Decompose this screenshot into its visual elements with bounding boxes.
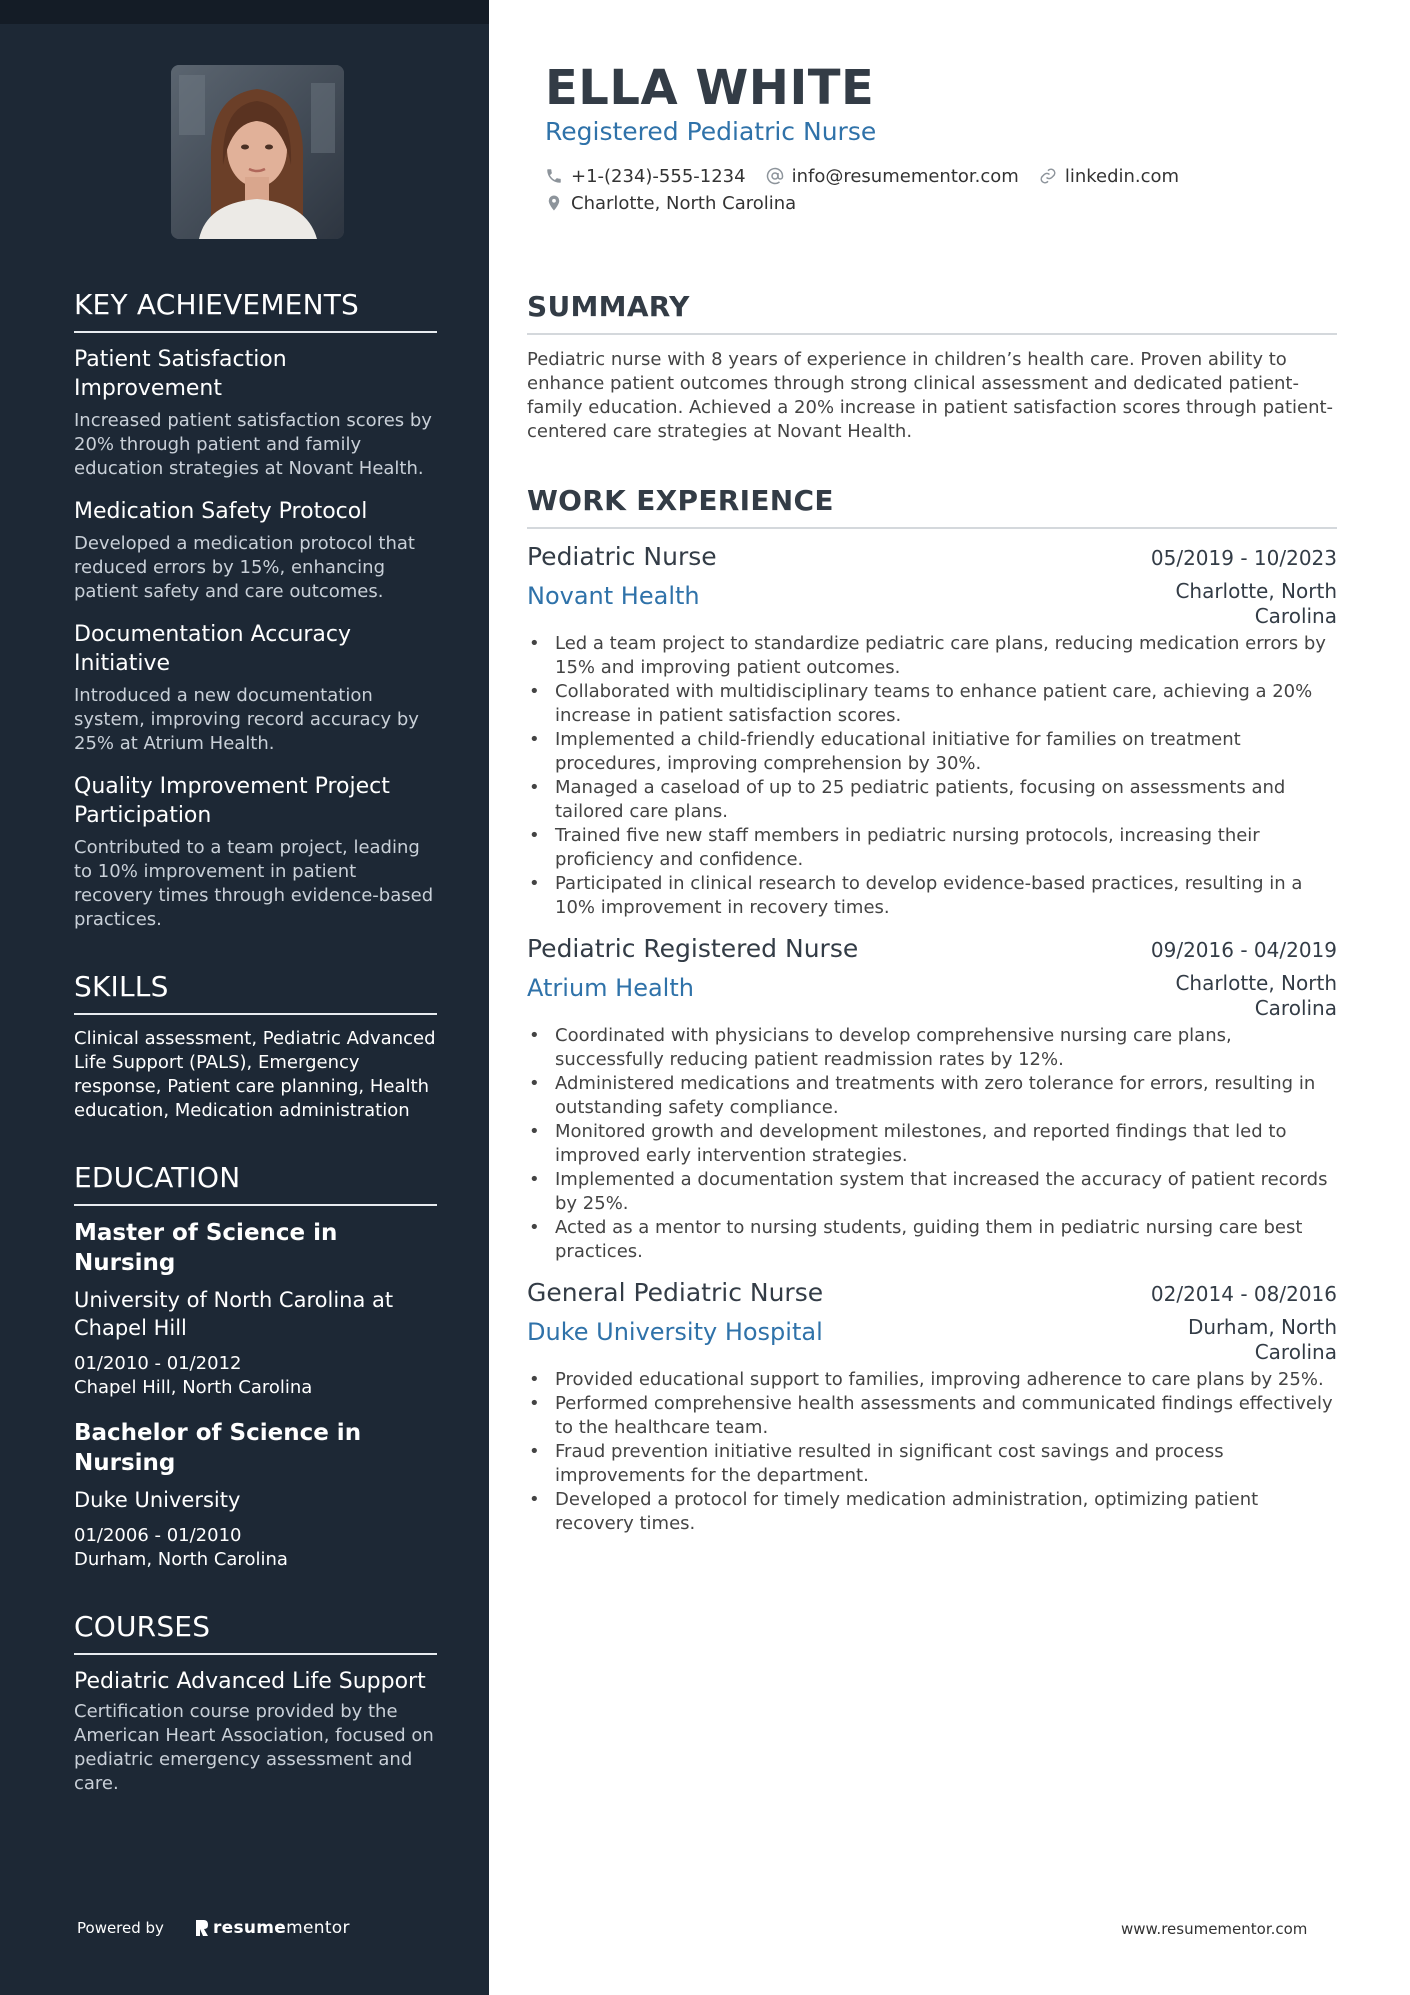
- education-dates: 01/2006 - 01/2010: [74, 1525, 242, 1546]
- job-bullet: • Coordinated with physicians to develop comprehensive nursing care plans, successfully reducing patient readmission rates by 12%.: [527, 1024, 1337, 1072]
- phone-text: +1-(234)-555-1234: [571, 165, 746, 187]
- job-dates: 02/2014 - 08/2016: [1150, 1282, 1337, 1306]
- education-dates: 01/2010 - 01/2012: [74, 1353, 242, 1374]
- summary-section: [527, 290, 1337, 444]
- contact-row: [545, 190, 1325, 216]
- achievement-title: Documentation Accuracy Initiative: [74, 622, 352, 676]
- job-bullet: • Led a team project to standardize pediatric care plans, reducing medication errors by 15% and improving patient outcomes.: [527, 632, 1337, 680]
- job-bullet: • Implemented a child-friendly educational initiative for families on treatment procedures, improving comprehension by 30%.: [527, 728, 1337, 776]
- contact-email[interactable]: [766, 166, 1019, 187]
- job-bullet: • Participated in clinical research to develop evidence-based practices, resulting in a 10% improvement in recovery times.: [527, 872, 1337, 920]
- job-entry: [527, 542, 1337, 920]
- education-item: [74, 1418, 437, 1572]
- job-bullet: • Developed a protocol for timely medication administration, optimizing patient recovery times.: [527, 1488, 1337, 1536]
- skills-section: [74, 970, 437, 1123]
- contact-phone[interactable]: [545, 166, 746, 187]
- candidate-role: Registered Pediatric Nurse: [545, 117, 877, 146]
- job-location: Charlotte, North Carolina: [1175, 971, 1337, 1020]
- job-company: Duke University Hospital: [527, 1318, 823, 1346]
- job-title: General Pediatric Nurse: [527, 1278, 824, 1307]
- education-school: Duke University: [74, 1488, 241, 1512]
- work-experience-section: [527, 484, 1337, 1536]
- job-location: Durham, North Carolina: [1187, 1315, 1337, 1364]
- job-dates: 05/2019 - 10/2023: [1150, 546, 1337, 570]
- key-achievements-heading: KEY ACHIEVEMENTS: [74, 288, 437, 333]
- profile-photo: [171, 65, 344, 239]
- achievement-description: Developed a medication protocol that reduced errors by 15%, enhancing patient safety and care outcomes.: [74, 533, 415, 602]
- education-section: [74, 1161, 437, 1572]
- key-achievements-section: [74, 288, 437, 932]
- job-location: Charlotte, North Carolina: [1175, 579, 1337, 628]
- summary-heading: SUMMARY: [527, 290, 1337, 335]
- education-school: University of North Carolina at Chapel Hill: [74, 1288, 394, 1340]
- resumementor-logo[interactable]: [194, 1918, 350, 1938]
- job-dates: 09/2016 - 04/2019: [1150, 938, 1337, 962]
- job-entry: [527, 934, 1337, 1264]
- education-location: Chapel Hill, North Carolina: [74, 1377, 313, 1398]
- skills-list: Clinical assessment, Pediatric Advanced Life Support (PALS), Emergency response, Patient care planning, Health education, Medication administration: [74, 1028, 436, 1121]
- job-bullets: [527, 1368, 1337, 1536]
- job-bullet: • Trained five new staff members in pediatric nursing protocols, increasing their proficiency and confidence.: [527, 824, 1337, 872]
- sidebar: [0, 0, 489, 1995]
- powered-by-label: Powered by: [77, 1919, 164, 1937]
- job-bullet: • Provided educational support to families, improving adherence to care plans by 25%.: [527, 1368, 1337, 1392]
- contact-info: [545, 163, 1325, 217]
- job-bullet: • Managed a caseload of up to 25 pediatric patients, focusing on assessments and tailored care plans.: [527, 776, 1337, 824]
- job-company: Novant Health: [527, 582, 700, 610]
- education-heading: EDUCATION: [74, 1161, 437, 1206]
- contact-row: [545, 163, 1325, 189]
- achievement-title: Quality Improvement Project Participation: [74, 774, 390, 828]
- powered-by-footer: [77, 1918, 350, 1938]
- course-description: Certification course provided by the American Heart Association, focused on pediatric emergency assessment and care.: [74, 1701, 434, 1794]
- job-title: Pediatric Registered Nurse: [527, 934, 859, 963]
- job-title: Pediatric Nurse: [527, 542, 717, 571]
- course-title: Pediatric Advanced Life Support: [74, 1669, 426, 1694]
- achievement-title: Medication Safety Protocol: [74, 499, 368, 524]
- achievement-title: Patient Satisfaction Improvement: [74, 347, 287, 401]
- job-bullet: • Implemented a documentation system that increased the accuracy of patient records by 25%.: [527, 1168, 1337, 1216]
- work-experience-heading: WORK EXPERIENCE: [527, 484, 1337, 529]
- education-degree: Bachelor of Science in Nursing: [74, 1420, 362, 1476]
- achievement-item: [74, 497, 437, 604]
- linkedin-text: linkedin.com: [1064, 165, 1180, 187]
- brand-name-bold: resume: [212, 1918, 287, 1938]
- job-bullet: • Fraud prevention initiative resulted in significant cost savings and process improvements for the department.: [527, 1440, 1337, 1488]
- job-bullet: • Administered medications and treatments with zero tolerance for errors, resulting in outstanding safety compliance.: [527, 1072, 1337, 1120]
- job-bullets: [527, 632, 1337, 920]
- courses-section: [74, 1610, 437, 1796]
- contact-linkedin[interactable]: [1039, 166, 1179, 187]
- achievement-item: [74, 345, 437, 481]
- main-body: [527, 290, 1337, 1550]
- brand-name-rest: mentor: [286, 1918, 350, 1938]
- candidate-name: ELLA WHITE: [545, 60, 875, 116]
- email-text: info@resumementor.com: [791, 165, 1019, 187]
- sidebar-top-strip: [0, 0, 489, 24]
- achievement-item: [74, 772, 437, 932]
- job-bullet: • Collaborated with multidisciplinary teams to enhance patient care, achieving a 20% increase in patient satisfaction scores.: [527, 680, 1337, 728]
- resumementor-logo-icon: [194, 1919, 210, 1937]
- job-bullet: • Performed comprehensive health assessments and communicated findings effectively to the healthcare team.: [527, 1392, 1337, 1440]
- job-bullet: • Monitored growth and development milestones, and reported findings that led to improved early intervention strategies.: [527, 1120, 1337, 1168]
- phone-icon: [545, 167, 563, 185]
- achievement-description: Contributed to a team project, leading to 10% improvement in patient recovery times through evidence-based practices.: [74, 837, 434, 930]
- location-text: Charlotte, North Carolina: [571, 192, 797, 214]
- achievement-description: Increased patient satisfaction scores by 20% through patient and family education strategies at Novant Health.: [74, 410, 432, 479]
- job-company: Atrium Health: [527, 974, 694, 1002]
- education-degree: Master of Science in Nursing: [74, 1220, 338, 1276]
- skills-heading: SKILLS: [74, 970, 437, 1015]
- courses-heading: COURSES: [74, 1610, 437, 1655]
- achievement-description: Introduced a new documentation system, improving record accuracy by 25% at Atrium Health.: [74, 685, 419, 754]
- job-bullets: [527, 1024, 1337, 1264]
- website-link[interactable]: www.resumementor.com: [1121, 1920, 1308, 1938]
- contact-location: [545, 193, 796, 214]
- sidebar-content: [74, 288, 437, 1834]
- job-bullet: • Acted as a mentor to nursing students, guiding them in pediatric nursing care best practices.: [527, 1216, 1337, 1264]
- education-location: Durham, North Carolina: [74, 1549, 288, 1570]
- at-sign-icon: [766, 167, 784, 185]
- summary-text: Pediatric nurse with 8 years of experience in children’s health care. Proven ability to enhance patient outcomes through strong clinical assessment and dedicated patient-family education. Achieved a 20% increase in patient satisfaction scores through patient-centered care strategies at Novant Health.: [527, 349, 1334, 442]
- map-pin-icon: [545, 194, 563, 212]
- link-icon: [1039, 167, 1057, 185]
- achievement-item: [74, 620, 437, 756]
- job-entry: [527, 1278, 1337, 1536]
- education-item: [74, 1218, 437, 1400]
